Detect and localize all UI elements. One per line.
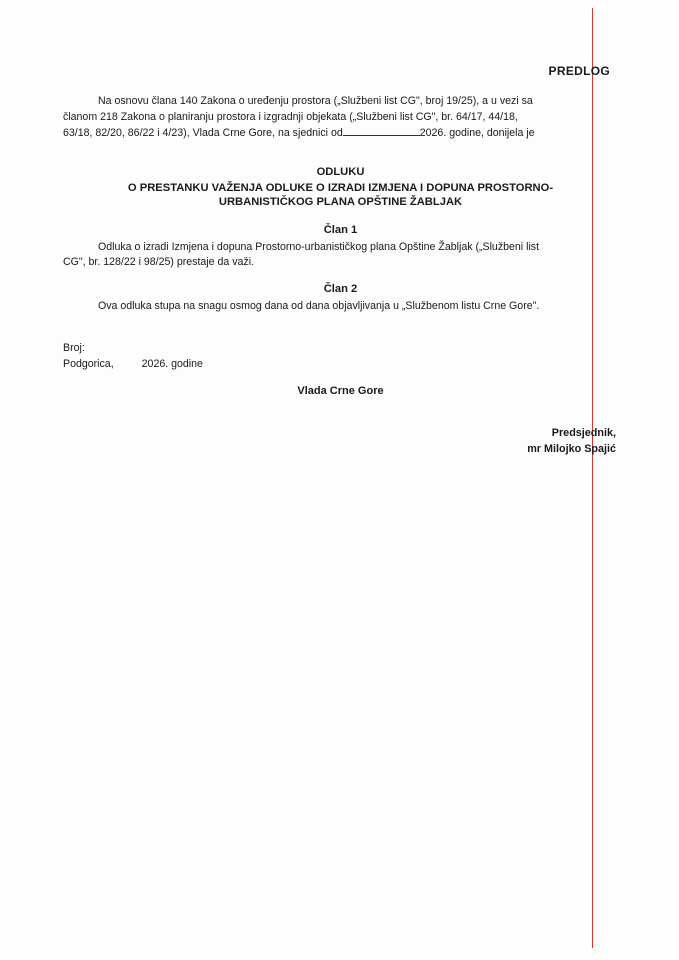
signatory-title: Predsjednik, <box>551 427 616 439</box>
signature-block <box>527 426 616 457</box>
date: 2026. godine <box>141 357 203 370</box>
article-2-heading: Član 2 <box>323 283 358 295</box>
preamble-line-3 <box>63 125 618 142</box>
article-1-line-2: CG", br. 128/22 i 98/25) prestaje da važi. <box>63 256 255 268</box>
preamble-line-2: članom 218 Zakona o planiranju prostora i izgradnji objekata („Službeni list CG", br. 64/17, 44/18, <box>63 110 518 123</box>
margin-line <box>592 8 593 948</box>
article-2-text <box>63 299 623 314</box>
decision-title-line-1: ODLUKU <box>316 166 365 178</box>
date-blank <box>343 125 420 136</box>
article-1-heading: Član 1 <box>323 224 358 236</box>
place-date-row <box>63 357 203 373</box>
decision-title-line-2: O PRESTANKU VAŽENJA ODLUKE O IZRADI IZMJENA I DOPUNA PROSTORNO- <box>127 181 554 194</box>
signatory-name: mr Milojko Spajić <box>527 442 616 455</box>
proposal-stamp: PREDLOG <box>548 64 610 78</box>
government-name: Vlada Crne Gore <box>297 385 384 397</box>
document-meta <box>63 341 203 372</box>
place: Podgorica, <box>63 357 114 370</box>
preamble <box>63 94 618 142</box>
article-1-line-1: Odluka o izradi Izmjena i dopuna Prostorno-urbanističkog plana Opštine Žabljak („Službeni list <box>98 241 540 253</box>
preamble-line-3-end: 2026. godine, donijela je <box>419 127 535 139</box>
number-label: Broj: <box>63 342 85 354</box>
preamble-line-3-start: 63/18, 82/20, 86/22 i 4/23), Vlada Crne Gore, na sjednici od <box>63 127 343 139</box>
decision-title <box>63 165 618 210</box>
article-1-text <box>63 240 623 270</box>
decision-title-line-3: URBANISTIČKOG PLANA OPŠTINE ŽABLJAK <box>218 196 463 208</box>
preamble-line-1: Na osnovu člana 140 Zakona o uređenju prostora („Službeni list CG", broj 19/25), a u vezi sa <box>98 95 533 107</box>
article-2-line-1: Ova odluka stupa na snagu osmog dana od dana objavljivanja u „Službenom listu Crne Gore". <box>98 300 540 312</box>
